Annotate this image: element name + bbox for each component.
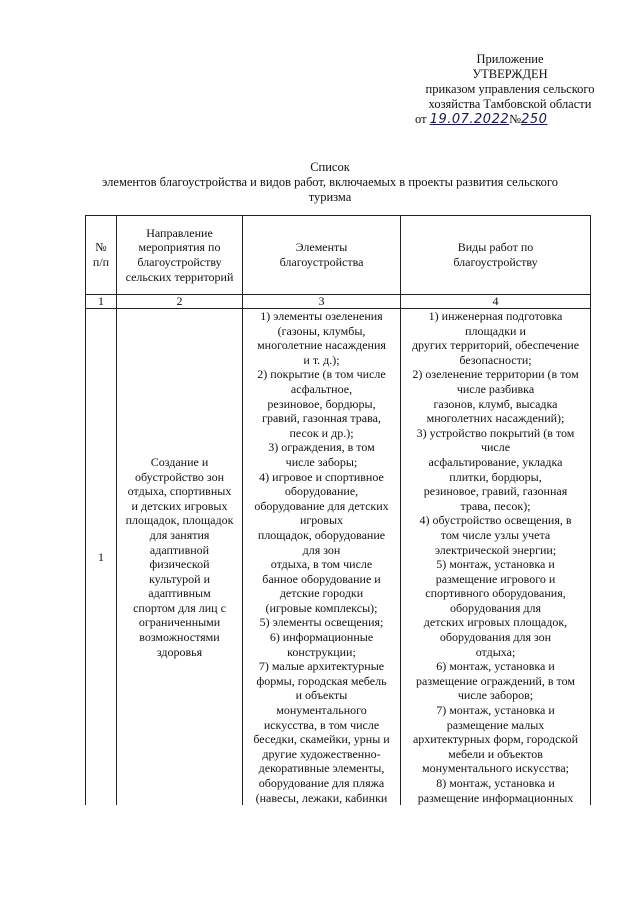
date-prefix: от [415,112,427,126]
header-works: Виды работ по благоустройству [401,216,591,295]
row-direction: Создание и обустройство зон отдыха, спортивных и детских игровых площадок, площадок для занятия адаптивной физической культурой и адаптивным спортом для лиц с ограниченными возможностями здоровья [117,309,243,806]
title-line-3: туризма [308,190,352,204]
order-number: 250 [521,112,548,127]
row-works: 1) инженерная подготовка площадки и других территорий, обеспечение безопасности; 2) озеленение территории (в том числе разбивка газонов, клумб, высадка многолетних насаждений); 3) устройство покрытий (в том числе асфальтирование, укладка плитки, бордюры, резиновое, гравий, газонная трава, песок); 4) обустройство освещения, в том числе узлы учета электрической энергии; 5) монтаж, установка и размещение игрового и спортивного оборудования, оборудования для детских игровых площадок, оборудования для зон отдыха; 6) монтаж, установка и размещение ограждений, в том числе заборов; 7) монтаж, установка и размещение малых архитектурных форм, городской мебели и объектов монументального искусства; 8) монтаж, установка и размещение информационных [401,309,591,806]
header-elements: Элементы благоустройства [243,216,401,295]
approval-approved: УТВЕРЖДЕН [472,67,548,81]
column-number-row [86,295,591,309]
number-sign: № [509,112,522,126]
elements-table [85,215,591,805]
row-number: 1 [86,309,117,806]
title-line-2: элементов благоустройства и видов работ, включаемых в проекты развития сельского [102,175,558,189]
header-direction: Направление мероприятия по благоустройству сельских территорий [117,216,243,295]
approval-block [405,52,615,127]
approval-authority-line: хозяйства Тамбовской области [428,97,592,111]
title-line-1: Список [310,160,350,174]
document-title [80,160,580,205]
row-elements: 1) элементы озеленения (газоны, клумбы, многолетние насаждения и т. д.); 2) покрытие (в том числе асфальтное, резиновое, бордюры, гравий, газонная трава, песок и др.); 3) ограждения, в том числе заборы; 4) игровое и спортивное оборудование, оборудование для детских игровых площадок, оборудование для зон отдыха, в том числе банное оборудование и детские городки (игровые комплексы); 5) элементы освещения; 6) информационные конструкции; 7) малые архитектурные формы, городская мебель и объекты монументального искусства, в том числе беседки, скамейки, урны и другие художественно- декоративные элементы, оборудование для пляжа (навесы, лежаки, кабинки [243,309,401,806]
approval-appendix: Приложение [476,52,544,66]
column-number: 2 [117,295,243,309]
table-header-row [86,216,591,295]
column-number: 3 [243,295,401,309]
header-number: № п/п [86,216,117,295]
approval-order-line: приказом управления сельского [425,82,595,96]
date-value: 19.07.2022 [429,112,510,127]
column-number: 4 [401,295,591,309]
column-number: 1 [86,295,117,309]
table-row [86,309,591,806]
approval-date-line [405,112,615,127]
